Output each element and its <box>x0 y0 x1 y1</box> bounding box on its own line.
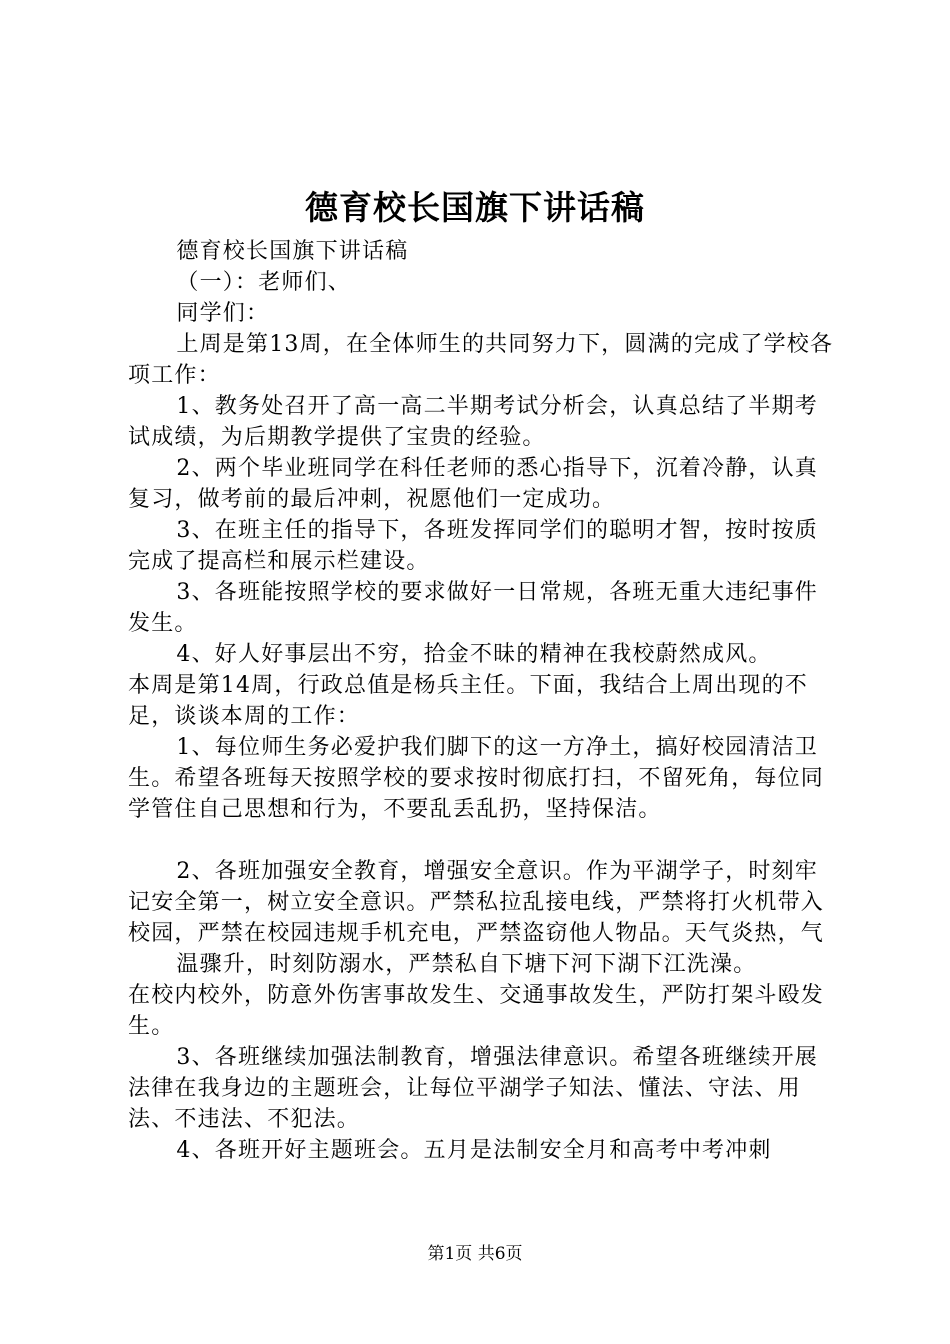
paragraph: 同学们： <box>176 301 270 326</box>
paragraph: 4、各班开好主题班会。五月是法制安全月和高考中考冲刺 <box>176 1138 772 1163</box>
paragraph: 4、好人好事层出不穷，拾金不昧的精神在我校蔚然成风。 <box>176 642 772 667</box>
paragraph: 2、各班加强安全教育，增强安全意识。作为平湖学子，时刻牢记安全第一，树立安全意识。严禁私拉乱接电线，严禁将打火机带入校园，严禁在校园违规手机充电，严禁盗窃他人物品。天气炎热，气 <box>128 859 825 946</box>
page-footer: 第1页 共6页 <box>427 1244 523 1264</box>
paragraph: （一）：老师们、 <box>176 270 351 295</box>
paragraph: 在校内校外，防意外伤害事故发生、交通事故发生，严防打架斗殴发生。 <box>128 983 825 1039</box>
paragraph: 1、教务处召开了高一高二半期考试分析会，认真总结了半期考试成绩，为后期教学提供了宝贵的经验。 <box>128 394 818 450</box>
paragraph: 1、每位师生务必爱护我们脚下的这一方净土，搞好校园清洁卫生。希望各班每天按照学校的要求按时彻底打扫，不留死角，每位同学管住自己思想和行为，不要乱丢乱扔，坚持保洁。 <box>128 735 825 822</box>
document-body <box>128 236 840 1166</box>
paragraph: 温骤升，时刻防溺水，严禁私自下塘下河下湖下江洗澡。 <box>176 952 757 977</box>
blank-line <box>128 825 840 856</box>
paragraph: 德育校长国旗下讲话稿 <box>176 239 409 264</box>
paragraph: 3、各班能按照学校的要求做好一日常规，各班无重大违纪事件发生。 <box>128 580 818 636</box>
paragraph: 上周是第13周，在全体师生的共同努力下，圆满的完成了学校各项工作： <box>128 332 834 388</box>
paragraph: 本周是第14周，行政总值是杨兵主任。下面，我结合上周出现的不足，谈谈本周的工作： <box>128 673 808 729</box>
document-title: 德育校长国旗下讲话稿 <box>305 188 645 227</box>
paragraph: 3、在班主任的指导下，各班发挥同学们的聪明才智，按时按质完成了提高栏和展示栏建设。 <box>128 518 818 574</box>
paragraph: 2、两个毕业班同学在科任老师的悉心指导下，沉着冷静，认真复习，做考前的最后冲刺，祝愿他们一定成功。 <box>128 456 818 512</box>
paragraph: 3、各班继续加强法制教育，增强法律意识。希望各班继续开展法律在我身边的主题班会，让每位平湖学子知法、懂法、守法、用法、不违法、不犯法。 <box>128 1045 818 1132</box>
